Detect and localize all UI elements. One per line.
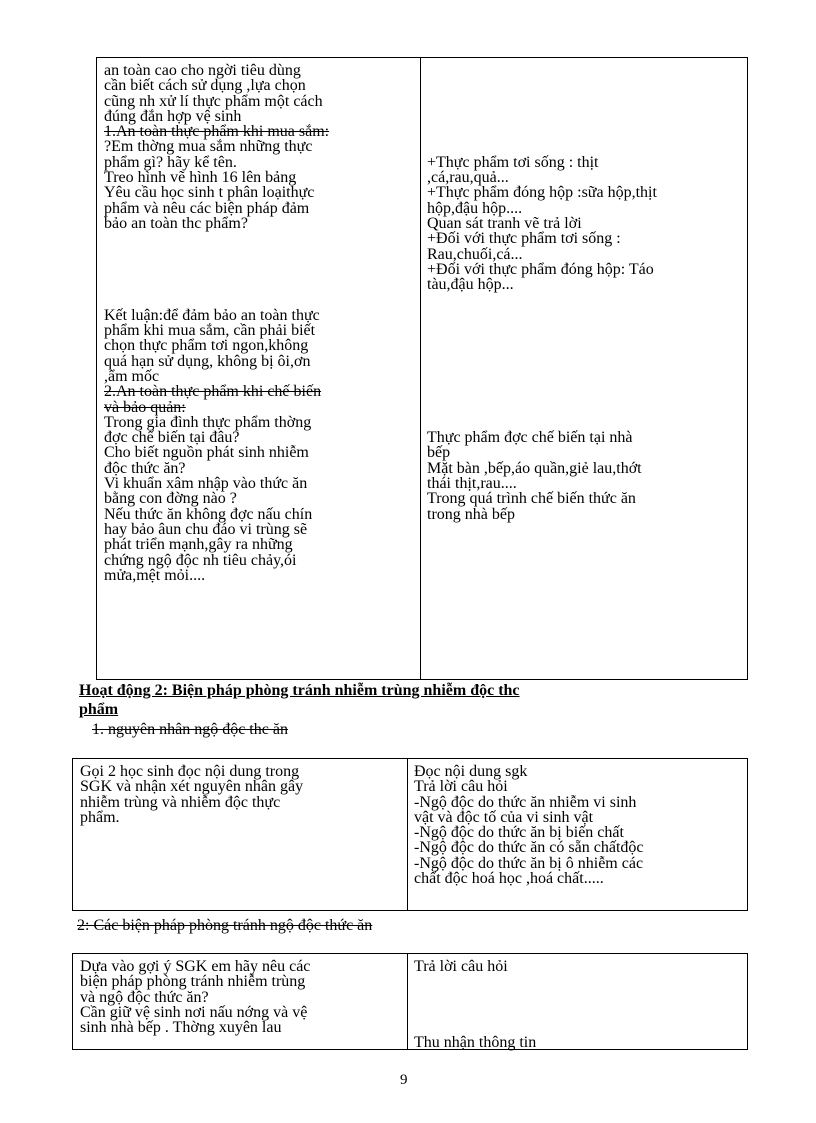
text-line: Kết luận:để đảm bảo an toàn thực	[104, 306, 320, 324]
text-line	[427, 124, 657, 139]
text-line: -Ngộ độc do thức ăn nhiễm vi sinh	[414, 793, 637, 811]
text-line: Cho biết nguồn phát sinh nhiễm	[104, 444, 309, 462]
text-line: Nếu thức ăn không đợc nấu chín	[104, 505, 313, 523]
column-divider	[407, 759, 408, 910]
text-line: nhiễm trùng và nhiễm độc thực	[80, 793, 281, 811]
student-activity-column	[414, 764, 643, 886]
column-divider	[420, 58, 421, 679]
text-line: +Đối với thực phẩm tơi sống :	[427, 230, 621, 248]
text-line: vật và độc tố của vi sinh vật	[414, 808, 594, 826]
text-line: biện pháp phòng tránh nhiễm trùng	[80, 973, 306, 991]
text-line	[427, 292, 657, 307]
text-line	[427, 78, 657, 93]
student-activity-column	[427, 63, 657, 522]
text-line: mửa,mệt mỏi....	[104, 566, 206, 584]
teacher-activity-column	[104, 63, 329, 583]
text-line: Trong quá trình chế biến thức ăn	[427, 490, 636, 508]
text-line: tàu,đậu hộp...	[427, 276, 514, 294]
text-line: +Thực phẩm đóng hộp :sữa hộp,thịt	[427, 184, 657, 202]
text-line	[427, 139, 657, 154]
text-line: sinh nhà bếp . Thờng xuyên lau	[80, 1019, 282, 1037]
text-line: Gọi 2 học sinh đọc nội dung trong	[80, 763, 300, 780]
lesson-table-1	[96, 57, 748, 680]
text-line: Trong gia đình thực phẩm thờng	[104, 413, 312, 431]
lesson-table-2	[72, 758, 748, 911]
text-line: chứng ngộ độc nh tiêu chảy,ói	[104, 551, 297, 569]
text-line: Mặt bàn ,bếp,áo quần,giẻ lau,thớt	[427, 459, 642, 477]
subheading-food-poisoning-causes: 1. nguyên nhân ngộ độc thc ăn	[92, 721, 288, 738]
activity-2-heading-cont: phẩm	[79, 701, 119, 718]
text-line	[427, 415, 657, 430]
text-line: phẩm khi mua sắm, cần phải biết	[104, 322, 316, 340]
text-line	[427, 338, 657, 353]
text-line: +Đối với thực phẩm đóng hộp: Táo	[427, 260, 654, 278]
text-line: hay bảo âun chu đáo vi trùng sẽ	[104, 520, 308, 538]
text-line	[427, 400, 657, 415]
text-line: thái thịt,rau....	[427, 475, 517, 493]
text-line: bếp	[427, 444, 451, 462]
text-line: Thu nhận thông tin	[414, 1034, 537, 1052]
text-line: Vi khuẩn xâm nhập vào thức ăn	[104, 475, 308, 493]
text-line: chất độc hoá học ,hoá chất.....	[414, 870, 604, 888]
subheading-prevention-measures: 2: Các biện pháp phòng tránh ngộ độc thức ăn	[77, 917, 373, 934]
text-line: an toàn cao cho ngời tiêu dùng	[104, 62, 301, 79]
text-line: và ngộ độc thức ăn?	[80, 988, 209, 1006]
text-line	[427, 384, 657, 399]
text-line: SGK và nhận xét nguyên nhân gây	[80, 778, 304, 796]
text-line: Yêu cầu học sinh t phân loạithực	[104, 184, 315, 202]
text-line	[427, 354, 657, 369]
text-line	[427, 308, 657, 323]
text-line	[414, 974, 536, 989]
text-line: cũng nh xử lí thực phẩm một cách	[104, 92, 323, 110]
text-line	[414, 1020, 536, 1035]
text-line: phẩm gì? hãy kể tên.	[104, 153, 237, 171]
text-line: -Ngộ độc do thức ăn bị biến chất	[414, 824, 624, 842]
text-line	[104, 231, 329, 246]
text-line: ?Em thờng mua sắm những thực	[104, 138, 313, 156]
text-line: Trả lời câu hỏi	[414, 778, 508, 796]
teacher-activity-column	[80, 764, 303, 825]
text-line: -Ngộ độc do thức ăn bị ô nhiễm các	[414, 854, 644, 872]
text-line: Thực phẩm đợc chế biến tại nhà	[427, 429, 633, 447]
text-line: -Ngộ độc do thức ăn có sẵn chấtđộc	[414, 839, 644, 857]
text-line: phẩm.	[80, 808, 120, 826]
text-line: trong nhà bếp	[427, 505, 515, 523]
teacher-activity-column	[80, 959, 310, 1035]
text-line: quá hạn sử dụng, không bị ôi,ơn	[104, 352, 311, 370]
student-activity-column	[414, 959, 536, 1051]
text-line: ,cá,rau,quả...	[427, 169, 509, 187]
text-line: bảo an toàn thc phẩm?	[104, 214, 248, 232]
text-line	[104, 277, 329, 292]
activity-2-heading: Hoạt động 2: Biện pháp phòng tránh nhiễm trùng nhiễm độc thc	[79, 682, 520, 699]
text-line: cần biết cách sử dụng ,lựa chọn	[104, 77, 306, 95]
text-line: Dựa vào gợi ý SGK em hãy nêu các	[80, 958, 311, 975]
text-line	[427, 94, 657, 109]
text-line: +Thực phẩm tơi sống : thịt	[427, 153, 599, 171]
text-line: Quan sát tranh vẽ trả lời	[427, 214, 582, 232]
lesson-table-3	[72, 953, 748, 1050]
text-line	[414, 990, 536, 1005]
text-line	[414, 1005, 536, 1020]
page-number: 9	[400, 1072, 408, 1088]
text-line: đúng đắn hợp vệ sinh	[104, 107, 242, 125]
text-line	[427, 109, 657, 124]
text-line	[104, 247, 329, 262]
text-line	[104, 262, 329, 277]
text-line: 1.An toàn thực phẩm khi mua sắm:	[104, 123, 330, 141]
text-line: đợc chế biến tại đâu?	[104, 429, 240, 447]
text-line: bằng con đờng nào ?	[104, 490, 237, 508]
text-line: phẩm và nêu các biện pháp đảm	[104, 199, 310, 217]
text-line: và bảo quản:	[104, 398, 186, 416]
text-line: 2.An toàn thực phẩm khi chế biến	[104, 383, 322, 401]
text-line: Cần giữ vệ sinh nơi nấu nớng và vệ	[80, 1003, 308, 1021]
text-line: Treo hình vẽ hình 16 lên bảng	[104, 169, 297, 187]
text-line: ,ẩm mốc	[104, 367, 160, 385]
text-line: hộp,đậu hộp....	[427, 199, 523, 217]
text-line	[427, 63, 657, 78]
column-divider	[407, 954, 408, 1049]
text-line: phát triển mạnh,gây ra những	[104, 536, 293, 554]
text-line: chọn thực phẩm tơi ngon,không	[104, 337, 309, 355]
text-line	[427, 369, 657, 384]
text-line: Trả lời câu hỏi	[414, 958, 508, 975]
text-line: Rau,chuối,cá...	[427, 245, 523, 263]
text-line	[104, 292, 329, 307]
text-line: độc thức ăn?	[104, 459, 186, 477]
text-line: Đọc nội dung sgk	[414, 763, 528, 780]
text-line	[427, 323, 657, 338]
